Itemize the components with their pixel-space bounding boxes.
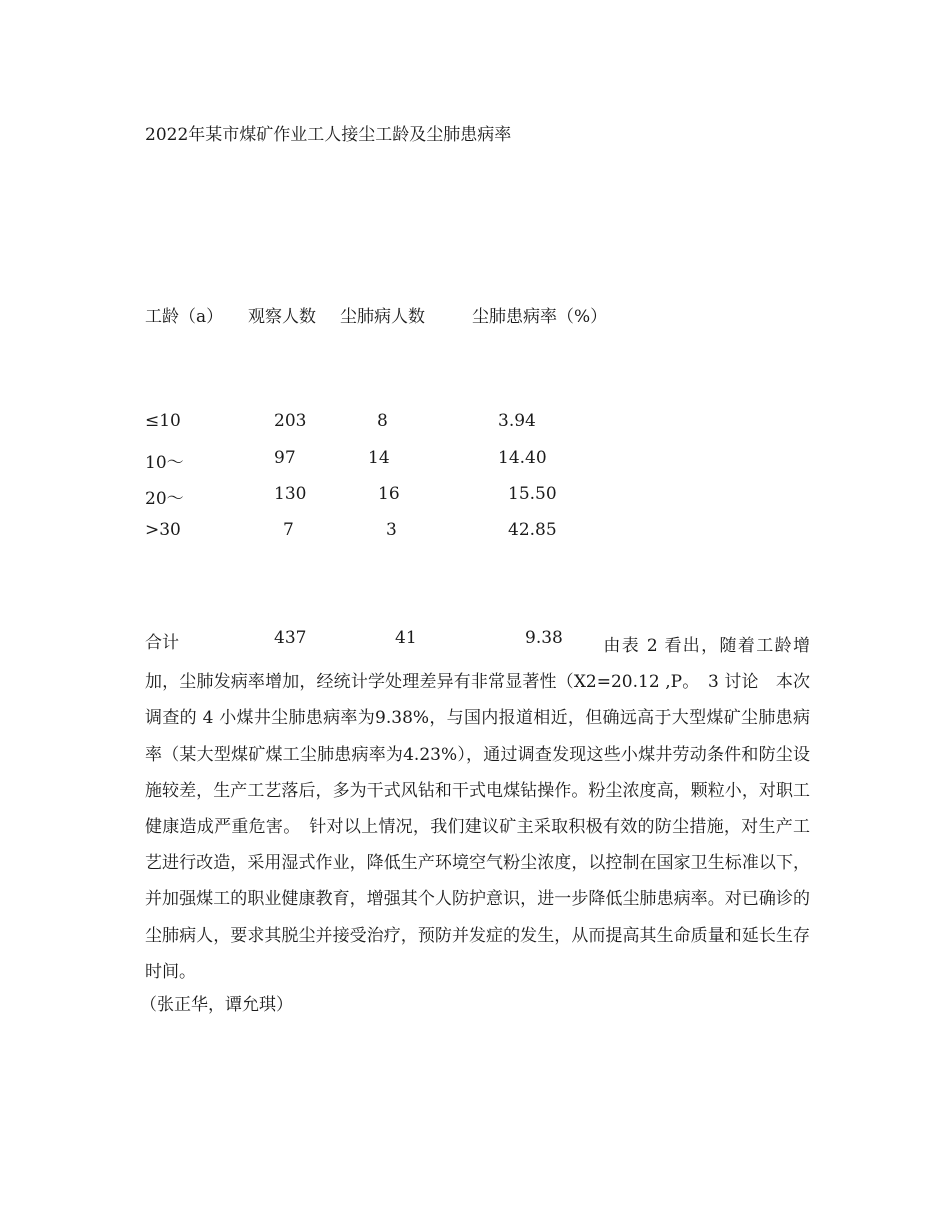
cell-work-years: >30 [145,520,181,540]
body-paragraph [145,628,810,990]
total-observed: 437 [274,628,307,648]
authors: （张正华，谭允琪） [140,995,293,1015]
header-observed: 观察人数 [248,307,316,327]
cell-cases: 3 [386,520,397,540]
cell-rate: 15.50 [508,484,557,504]
cell-cases: 8 [377,411,388,431]
cell-observed: 130 [274,484,307,504]
cell-rate: 42.85 [508,520,557,540]
header-rate: 尘肺患病率（%） [472,307,608,327]
total-rate: 9.38 [525,628,563,648]
document-title: 2022年某市煤矿作业工人接尘工龄及尘肺患病率 [145,125,512,145]
total-cases: 41 [395,628,417,648]
header-cases: 尘肺病人数 [340,307,425,327]
cell-rate: 14.40 [498,448,547,468]
total-label: 合计 [145,633,179,653]
cell-work-years: 10～ [145,453,184,473]
cell-rate: 3.94 [498,411,536,431]
cell-cases: 16 [378,484,400,504]
cell-observed: 7 [283,520,294,540]
cell-observed: 203 [274,411,307,431]
header-work-years: 工龄（a） [145,307,224,327]
cell-work-years: ≤10 [145,411,181,431]
body-text: 由表 2 看出，随着工龄增加，尘肺发病率增加，经统计学处理差异有非常显著性（X2=20.12 ,P。 3 讨论 本次调查的 4 小煤井尘肺患病率为9.38%，与国内报道相近，但确远高于大型煤矿尘肺患病率（某大型煤矿煤工尘肺患病率为4.23%），通过调查发现这些小煤井劳动条件和防尘设施较差，生产工艺落后，多为干式风钻和干式电煤钻操作。粉尘浓度高，颗粒小，对职工健康造成严重危害。 针对以上情况，我们建议矿主采取积极有效的防尘措施，对生产工艺进行改造，采用湿式作业，降低生产环境空气粉尘浓度，以控制在国家卫生标准以下，并加强煤工的职业健康教育，增强其个人防护意识，进一步降低尘肺患病率。对已确诊的尘肺病人，要求其脱尘并接受治疗，预防并发症的发生，从而提高其生命质量和延长生存时间。 [145,636,810,982]
cell-cases: 14 [368,448,390,468]
cell-observed: 97 [274,448,296,468]
cell-work-years: 20～ [145,489,184,509]
